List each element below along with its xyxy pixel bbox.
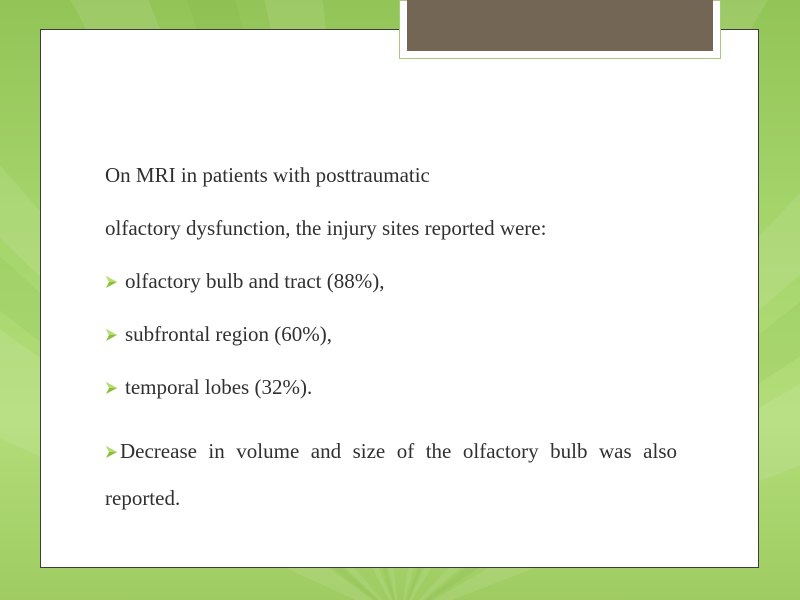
bullet-item [105,375,312,400]
title-tab [407,0,713,51]
bullet-text: olfactory bulb and tract (88%), [125,269,385,293]
bullet-text: subfrontal region (60%), [125,322,333,346]
body-line-1: On MRI in patients with posttraumatic [105,163,430,187]
bullet-text: temporal lobes (32%). [125,375,313,399]
arrowhead-bullet-icon [105,445,118,459]
arrowhead-bullet-icon [105,328,118,342]
body-line-2: olfactory dysfunction, the injury sites reported were: [105,216,547,240]
arrowhead-bullet-icon [105,275,118,289]
arrowhead-bullet-icon [105,381,118,395]
bullet-item [105,428,677,522]
bullet-item [105,269,385,294]
bullet-text: Decrease in volume and size of the olfactory bulb was also reported. [105,439,677,510]
bullet-item [105,322,332,347]
